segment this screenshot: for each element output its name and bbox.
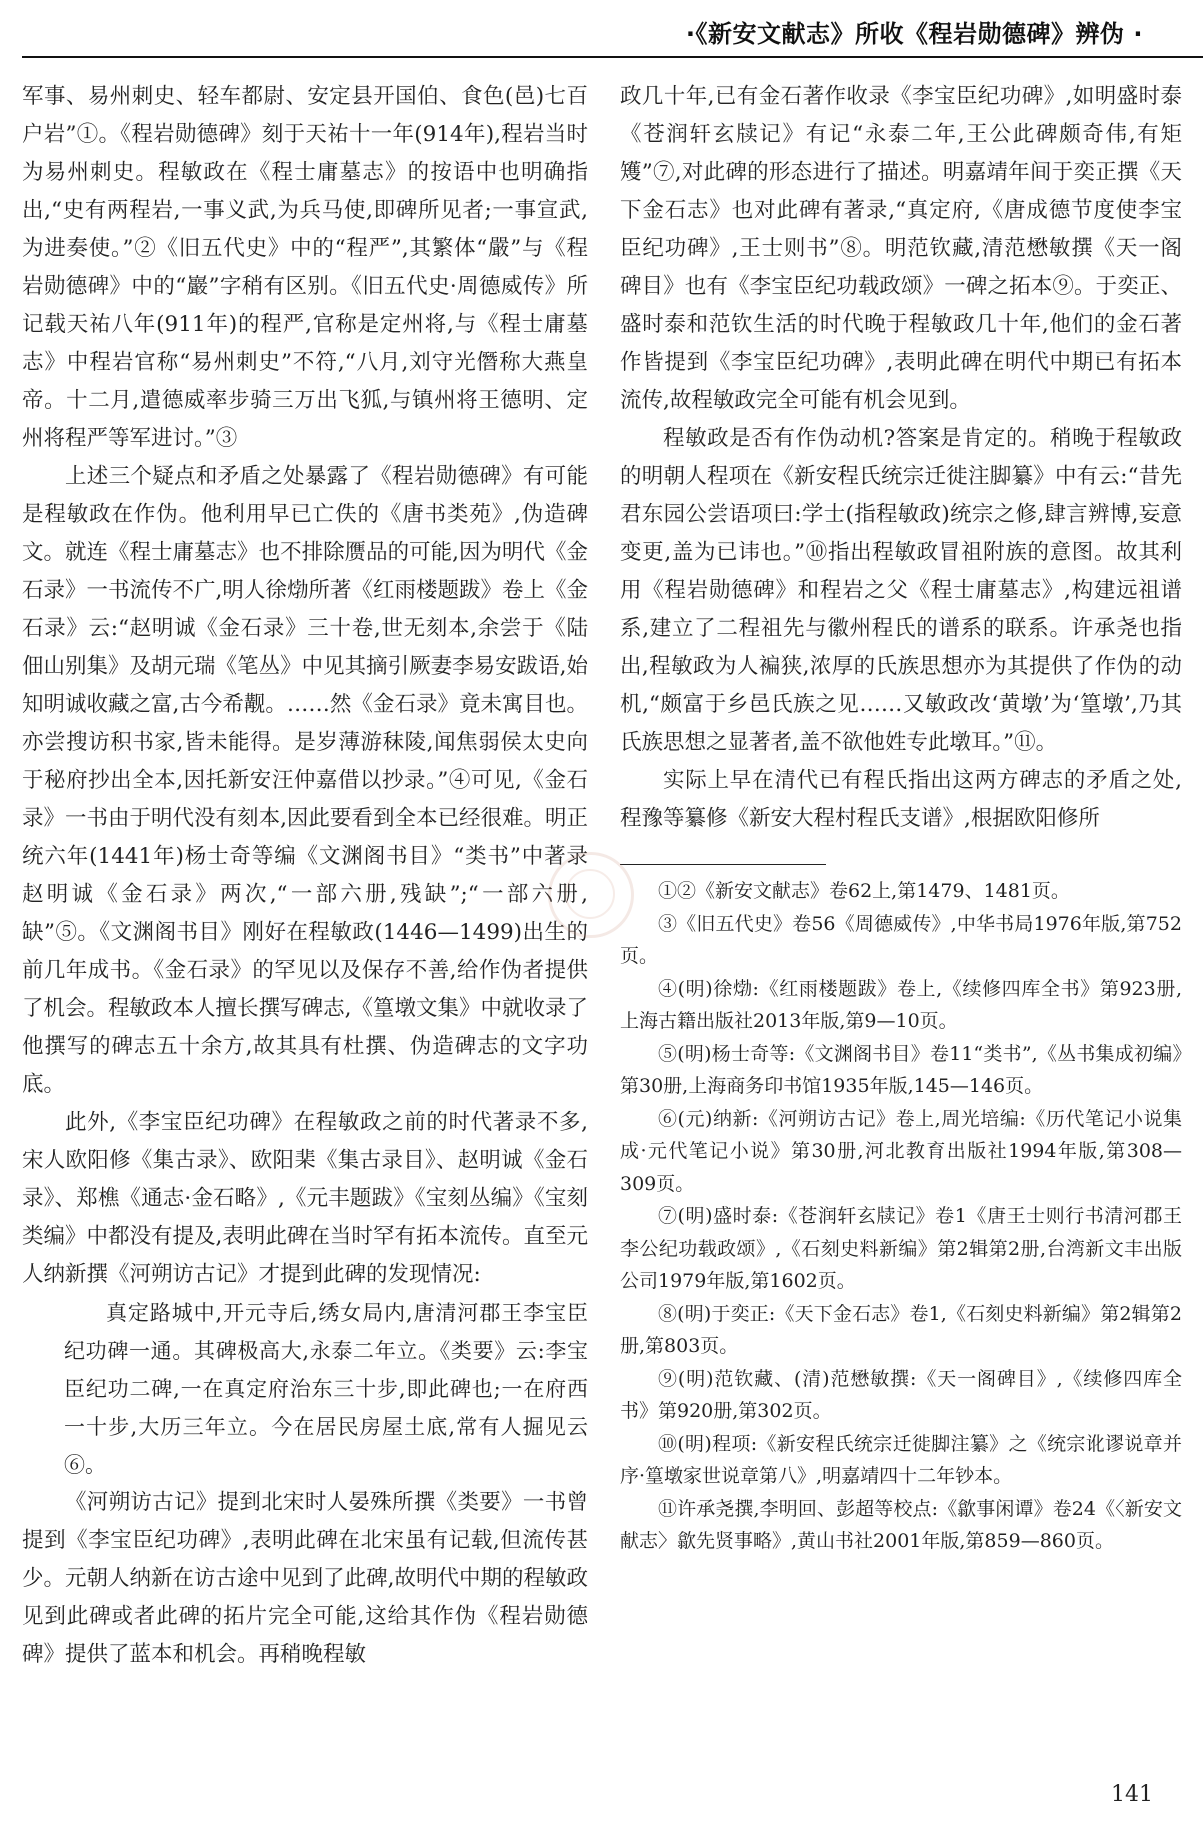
paragraph: 实际上早在清代已有程氏指出这两方碑志的矛盾之处,程豫等纂修《新安大程村程氏支谱》,根据欧阳修所	[620, 768, 1182, 831]
block-quote: 真定路城中,开元寺后,绣女局内,唐清河郡王李宝臣纪功碑一通。其碑极高大,永泰二年立。《类要》云:李宝臣纪功二碑,一在真定府治东三十步,即此碑也;一在府西一十步,大历三年立。今在居民房屋土底,常有人掘见云⑥。	[64, 1301, 588, 1477]
footnote: ③《旧五代史》卷56《周德威传》,中华书局1976年版,第752页。	[620, 912, 1182, 967]
footnotes	[620, 875, 1182, 1558]
footnote: ⑤(明)杨士奇等:《文渊阁书目》卷11“类书”,《丛书集成初编》第30册,上海商务印书馆1935年版,145—146页。	[620, 1042, 1182, 1097]
paragraph: 上述三个疑点和矛盾之处暴露了《程岩勋德碑》有可能是程敏政在作伪。他利用早已亡佚的《唐书类苑》,伪造碑文。就连《程士庸墓志》也不排除赝品的可能,因为明代《金石录》一书流传不广,明人徐𤊹所著《红雨楼题跋》卷上《金石录》云:“赵明诚《金石录》三十卷,世无刻本,余尝于《陆佃山别集》及胡元瑞《笔丛》中见其摘引厥妻李易安跋语,始知明诚收藏之富,古今希觏。……然《金石录》竟未寓目也。亦尝搜访积书家,皆未能得。是岁薄游秣陵,闻焦弱侯太史向于秘府抄出全本,因托新安汪仲嘉借以抄录。”④可见,《金石录》一书由于明代没有刻本,因此要看到全本已经很难。明正统六年(1441年)杨士奇等编《文渊阁书目》“类书”中著录赵明诚《金石录》两次,“一部六册,残缺”;“一部六册,缺”⑤。《文渊阁书目》刚好在程敏政(1446—1499)出生的前几年成书。《金石录》的罕见以及保存不善,给作伪者提供了机会。程敏政本人擅长撰写碑志,《篁墩文集》中就收录了他撰写的碑志五十余方,故其具有杜撰、伪造碑志的文字功底。	[22, 464, 588, 1097]
paragraph: 军事、易州刺史、轻车都尉、安定县开国伯、食色(邑)七百户岩”①。《程岩勋德碑》刻于天祐十一年(914年),程岩当时为易州刺史。程敏政在《程士庸墓志》的按语中也明确指出,“史有两程岩,一事义武,为兵马使,即碑所见者;一事宣武,为进奏使。”②《旧五代史》中的“程严”,其繁体“嚴”与《程岩勋德碑》中的“巖”字稍有区别。《旧五代史·周德威传》所记载天祐八年(911年)的程严,官称是定州将,与《程士庸墓志》中程岩官称“易州刺史”不符,“八月,刘守光僭称大燕皇帝。十二月,遣德威率步骑三万出飞狐,与镇州将王德明、定州将程严等军进讨。”③	[22, 84, 588, 451]
paragraph: 程敏政是否有作伪动机?答案是肯定的。稍晚于程敏政的明朝人程项在《新安程氏统宗迁徙注脚纂》中有云:“昔先君东园公尝语项曰:学士(指程敏政)统宗之修,肆言辨博,妄意变更,盖为已讳也。”⑩指出程敏政冒祖附族的意图。故其利用《程岩勋德碑》和程岩之父《程士庸墓志》,构建远祖谱系,建立了二程祖先与徽州程氏的谱系的联系。许承尧也指出,程敏政为人褊狭,浓厚的氏族思想亦为其提供了作伪的动机,“颇富于乡邑氏族之见……又敏政改‘黄墩’为‘篁墩’,乃其氏族思想之显著者,盖不欲他姓专此墩耳。”⑪。	[620, 426, 1182, 755]
paragraph: 《河朔访古记》提到北宋时人晏殊所撰《类要》一书曾提到《李宝臣纪功碑》,表明此碑在北宋虽有记载,但流传甚少。元朝人纳新在访古途中见到了此碑,故明代中期的程敏政见到此碑或者此碑的拓片完全可能,这给其作伪《程岩勋德碑》提供了蓝本和机会。再稍晚程敏	[22, 1490, 588, 1667]
paragraph: 此外,《李宝臣纪功碑》在程敏政之前的时代著录不多,宋人欧阳修《集古录》、欧阳棐《集古录目》、赵明诚《金石录》、郑樵《通志·金石略》,《元丰题跋》《宝刻丛编》《宝刻类编》中都没有提及,表明此碑在当时罕有拓本流传。直至元人纳新撰《河朔访古记》才提到此碑的发现情况:	[22, 1110, 588, 1287]
watermark-seal-inner	[565, 869, 615, 919]
left-column	[22, 78, 588, 1674]
footnote: ⑦(明)盛时泰:《苍润轩玄牍记》卷1《唐王士则行书清河郡王李公纪功载政颂》,《石刻史料新编》第2辑第2册,台湾新文丰出版公司1979年版,第1602页。	[620, 1205, 1182, 1292]
footnote: ⑧(明)于奕正:《天下金石志》卷1,《石刻史料新编》第2辑第2册,第803页。	[620, 1302, 1182, 1357]
right-column	[620, 78, 1182, 1558]
paragraph: 政几十年,已有金石著作收录《李宝臣纪功碑》,如明盛时泰《苍润轩玄牍记》有记“永泰二年,王公此碑颇奇伟,有矩矱”⑦,对此碑的形态进行了描述。明嘉靖年间于奕正撰《天下金石志》也对此碑有著录,“真定府,《唐成德节度使李宝臣纪功碑》,王士则书”⑧。明范钦藏,清范懋敏撰《天一阁碑目》也有《李宝臣纪功载政颂》一碑之拓本⑨。于奕正、盛时泰和范钦生活的时代晚于程敏政几十年,他们的金石著作皆提到《李宝臣纪功碑》,表明此碑在明代中期已有拓本流传,故程敏政完全可能有机会见到。	[620, 84, 1182, 413]
footnote: ④(明)徐𤊹:《红雨楼题跋》卷上,《续修四库全书》第923册,上海古籍出版社2013年版,第9—10页。	[620, 977, 1182, 1032]
footnote-rule	[620, 864, 826, 865]
footnote: ⑪许承尧撰,李明回、彭超等校点:《歙事闲谭》卷24《〈新安文献志〉歙先贤事略》,黄山书社2001年版,第859—860页。	[620, 1497, 1182, 1552]
running-title: ·《新安文献志》所收《程岩勋德碑》辨伪 ·	[685, 20, 1143, 48]
header-rule	[22, 56, 1203, 58]
running-header	[0, 0, 1203, 56]
watermark-seal-icon	[548, 852, 634, 938]
footnote: ⑥(元)纳新:《河朔访古记》卷上,周光培编:《历代笔记小说集成·元代笔记小说》第30册,河北教育出版社1994年版,第308—309页。	[620, 1107, 1182, 1195]
footnote: ①②《新安文献志》卷62上,第1479、1481页。	[658, 880, 1070, 902]
footnote: ⑨(明)范钦藏、(清)范懋敏撰:《天一阁碑目》,《续修四库全书》第920册,第302页。	[620, 1367, 1182, 1422]
footnote: ⑩(明)程项:《新安程氏统宗迁徙脚注纂》之《统宗讹谬说章并序·篁墩家世说章第八》,明嘉靖四十二年钞本。	[620, 1432, 1182, 1487]
page-number: 141	[1111, 1782, 1153, 1807]
